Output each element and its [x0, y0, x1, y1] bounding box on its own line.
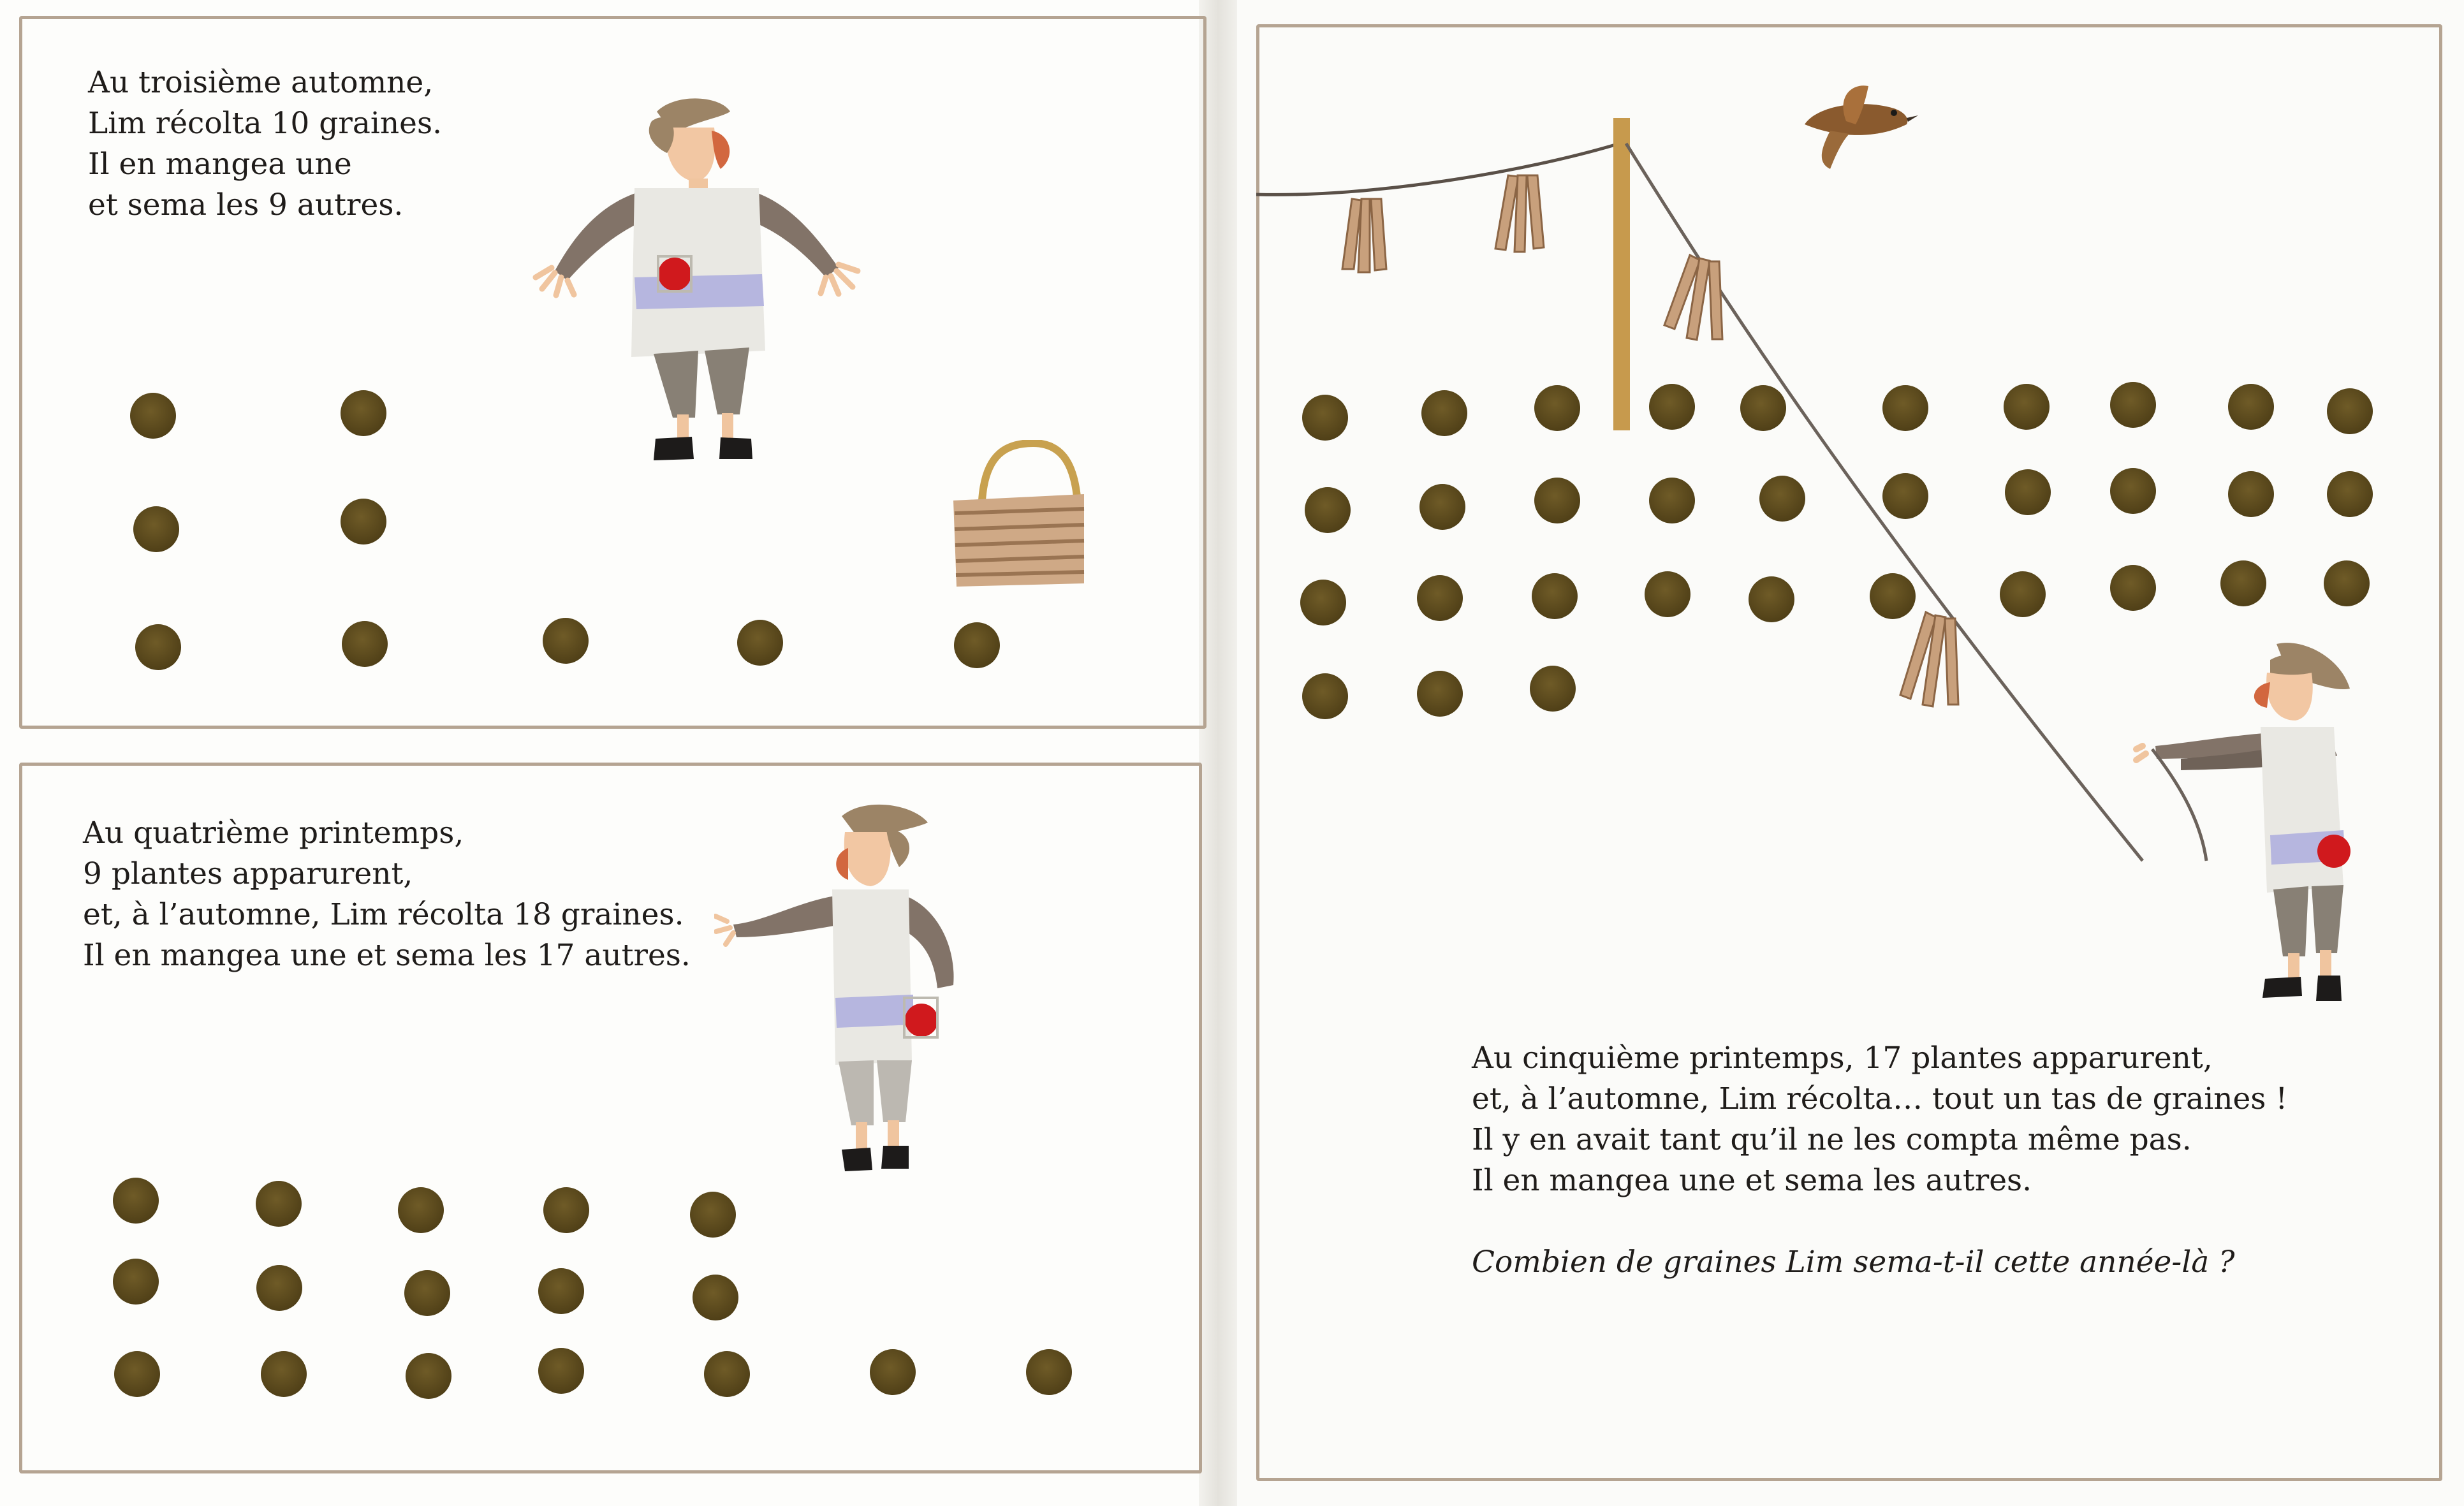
seed-dot — [342, 621, 388, 667]
story-line: Il en mangea une et sema les 17 autres. — [83, 938, 691, 973]
seed-dot — [1645, 571, 1690, 617]
seed-dot — [693, 1275, 738, 1320]
seed-dot — [2220, 560, 2266, 606]
story-line: et, à l’automne, Lim récolta… tout un tas de graines ! — [1472, 1081, 2288, 1116]
story-line: Au cinquième printemps, 17 plantes apparurent, — [1472, 1041, 2213, 1076]
seed-dot — [1870, 573, 1916, 619]
seed-dot — [2004, 384, 2050, 430]
seed-dot — [1759, 476, 1805, 522]
seed-dot — [2000, 571, 2046, 617]
seed-dot — [1026, 1349, 1072, 1395]
seed-dot — [2327, 471, 2373, 517]
seed-dot — [256, 1181, 302, 1227]
panel-3-text — [1472, 1038, 2287, 1283]
seed-dot — [1419, 484, 1465, 530]
seed-dot — [954, 622, 1000, 668]
seed-dot — [406, 1353, 451, 1399]
seed-dot — [1740, 385, 1786, 431]
seed-dot — [113, 1178, 159, 1224]
seed-dot — [538, 1268, 584, 1314]
seed-dot — [135, 624, 181, 670]
seed-dot — [704, 1351, 750, 1397]
seed-dot — [1882, 473, 1928, 519]
seed-dot — [256, 1265, 302, 1311]
seed-dot — [1302, 673, 1348, 719]
seed-dot — [1421, 390, 1467, 436]
seed-dot — [2324, 560, 2370, 606]
seed-dot — [1649, 478, 1695, 523]
man-figure-3-icon — [2117, 631, 2410, 1014]
story-line: Lim récolta 10 graines. — [88, 106, 443, 141]
story-line: Au quatrième printemps, — [83, 815, 464, 851]
basket-icon — [947, 440, 1106, 593]
seed-dot — [114, 1351, 160, 1397]
seed-dot — [538, 1348, 584, 1394]
seed-dot — [1882, 385, 1928, 431]
story-line: Au troisième automne, — [88, 65, 434, 100]
drying-bundles — [1342, 175, 1958, 706]
seed-dot — [870, 1349, 916, 1395]
question-line: Combien de graines Lim sema-t-il cette année-là ? — [1472, 1245, 2235, 1280]
seed-dot — [543, 618, 589, 664]
seed-dot — [1534, 478, 1580, 523]
seed-dot — [2327, 388, 2373, 434]
bird-icon — [1792, 80, 1919, 175]
seed-dot — [133, 506, 179, 552]
seed-dot — [1302, 395, 1348, 441]
seed-dot — [404, 1270, 450, 1316]
seed-dot — [2228, 471, 2274, 517]
seed-dot — [737, 620, 783, 666]
panel-1-text — [88, 62, 442, 226]
seed-dot — [113, 1259, 159, 1305]
seed-dot — [1300, 580, 1346, 625]
story-line: Il y en avait tant qu’il ne les compta même pas. — [1472, 1122, 2192, 1157]
story-line: 9 plantes apparurent, — [83, 856, 413, 891]
seed-dot — [1305, 487, 1351, 533]
seed-dot — [1649, 384, 1695, 430]
seed-dot — [2110, 382, 2156, 428]
story-line: Il en mangea une et sema les autres. — [1472, 1163, 2032, 1198]
seed-dot — [1534, 385, 1580, 431]
seed-dot — [543, 1187, 589, 1233]
story-line: Il en mangea une — [88, 147, 352, 182]
seed-dot — [2228, 384, 2274, 430]
seed-dot — [1749, 576, 1794, 622]
clothesline-pole — [1256, 83, 2251, 886]
seed-dot — [2110, 468, 2156, 514]
seed-dot — [2110, 565, 2156, 611]
seed-dot — [398, 1187, 444, 1233]
seed-dot — [261, 1351, 307, 1397]
seed-dot — [2005, 469, 2051, 515]
story-line: et sema les 9 autres. — [88, 187, 404, 223]
panel-2-text — [83, 813, 691, 976]
seed-dot — [1532, 573, 1578, 619]
seed-dot — [341, 390, 386, 436]
story-line: et, à l’automne, Lim récolta 18 graines. — [83, 897, 684, 932]
seed-dot — [341, 499, 386, 545]
seed-dot — [690, 1192, 736, 1238]
man-figure-2-icon — [714, 794, 1001, 1183]
seed-dot — [1417, 575, 1463, 621]
seed-dot — [1530, 666, 1576, 712]
seed-dot — [130, 393, 176, 439]
man-figure-1-icon — [510, 83, 867, 465]
seed-dot — [1417, 671, 1463, 717]
